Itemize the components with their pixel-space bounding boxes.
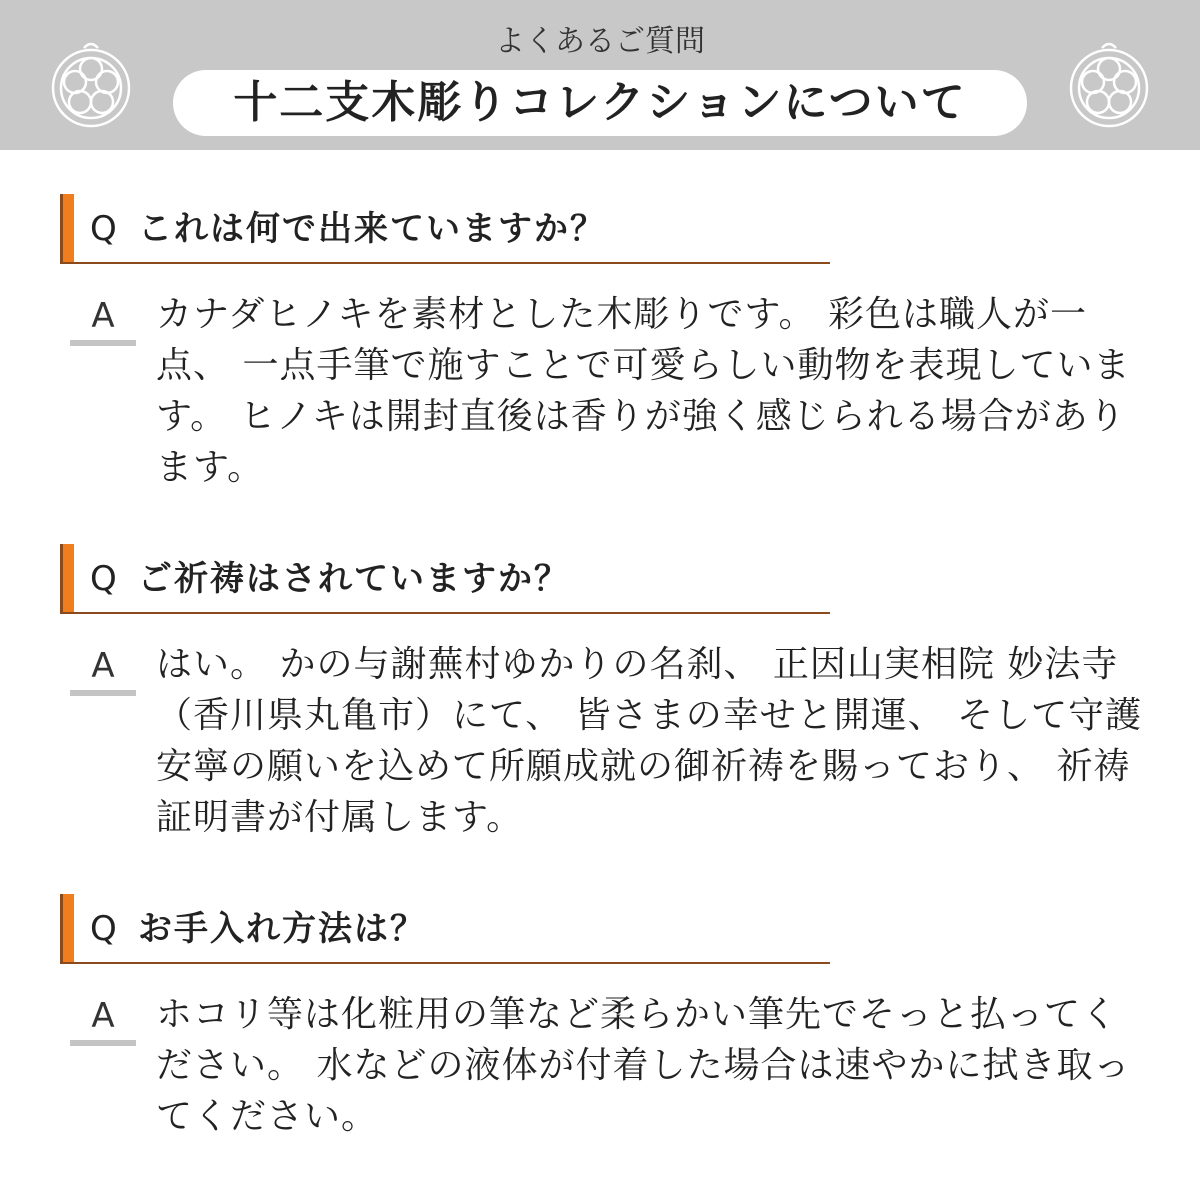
question-mark-label: Q bbox=[90, 209, 117, 249]
answer-mark-underline bbox=[70, 690, 136, 696]
answer-text: はい。 かの与謝蕪村ゆかりの名刹、 正因山実相院 妙法寺（香川県丸亀市）にて、 皆さまの幸せと開運、 そして守護安寧の願いを込めて所願成就の御祈祷を賜っており、 祈祷証明書が付属します。 bbox=[156, 644, 1143, 838]
answer-mark-label: A bbox=[91, 996, 115, 1036]
header-title-pill bbox=[173, 70, 1027, 136]
page-title: 十二支木彫りコレクションについて bbox=[233, 77, 967, 128]
answer-mark-underline bbox=[70, 1040, 136, 1046]
question-accent-bar bbox=[60, 544, 74, 612]
question-accent-bar bbox=[60, 194, 74, 262]
header-banner bbox=[0, 0, 1200, 150]
circle-crest-icon bbox=[1066, 36, 1152, 128]
answer-mark-label: A bbox=[91, 646, 115, 686]
answer-mark-underline bbox=[70, 340, 136, 346]
question-text: これは何で出来ていますか？ bbox=[138, 209, 606, 249]
answer-text: ホコリ等は化粧用の筆など柔らかい筆先でそっと払ってください。 水などの液体が付着した場合は速やかに拭き取ってください。 bbox=[156, 994, 1131, 1137]
answer-text: カナダヒノキを素材とした木彫りです。 彩色は職人が一点、 一点手筆で施すことで可愛らしい動物を表現しています。 ヒノキは開封直後は香りが強く感じられる場合があります。 bbox=[156, 294, 1131, 488]
header-subtitle: よくあるご質問 bbox=[495, 24, 705, 59]
question-mark-label: Q bbox=[90, 559, 117, 599]
question-text: ご祈祷はされていますか？ bbox=[138, 559, 570, 599]
question-row bbox=[60, 544, 830, 614]
question-row bbox=[60, 894, 830, 964]
question-row bbox=[60, 194, 830, 264]
question-accent-bar bbox=[60, 894, 74, 962]
question-mark-label: Q bbox=[90, 909, 117, 949]
answer-mark-label: A bbox=[91, 296, 115, 336]
question-text: お手入れ方法は？ bbox=[138, 909, 426, 949]
